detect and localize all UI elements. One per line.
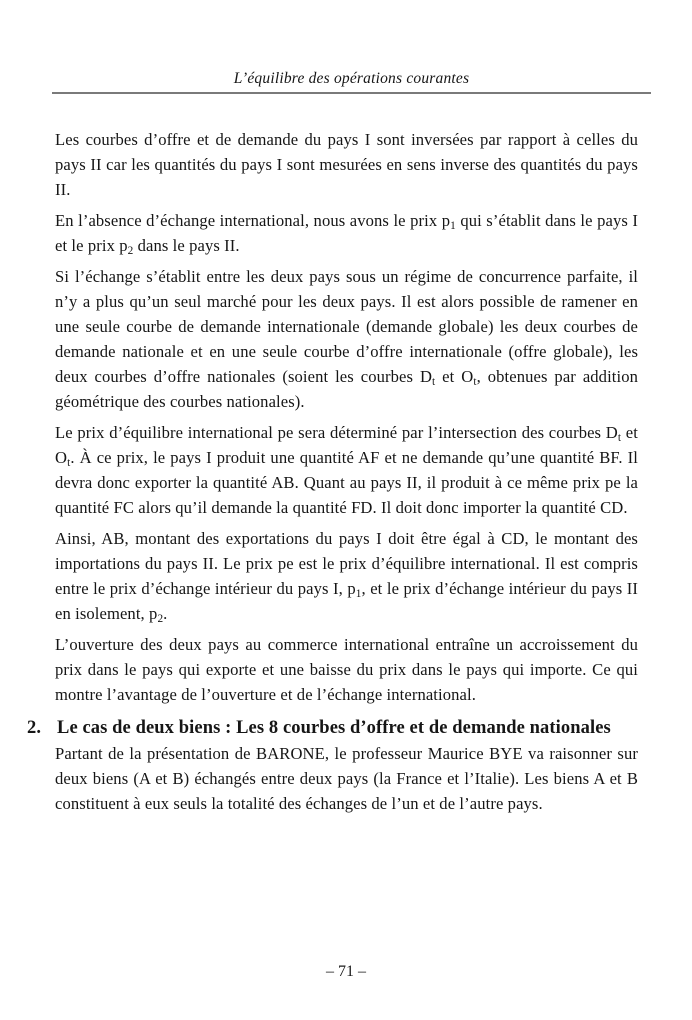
section-paragraph: Partant de la présentation de BARONE, le professeur Maurice BYE va raisonner sur deux biens (A et B) échangés entre deux pays (la France et l’Italie). Les biens A et B constituent à eux seuls la totalité des échanges de l’un et de l’autre pays.	[55, 744, 638, 813]
paragraph-1: Les courbes d’offre et de demande du pays I sont inversées par rapport à celles du pays II car les quantités du pays I sont mesurées en sens inverse des quantités du pays II.	[55, 130, 638, 199]
section-number: 2.	[27, 718, 42, 738]
header-rule	[52, 92, 651, 94]
paragraph-6: L’ouverture des deux pays au commerce international entraîne un accroissement du prix dans le pays qui exporte et une baisse du prix dans le pays qui importe. Ce qui montre l’avantage de l’ouverture et de l’échange international.	[55, 635, 638, 704]
running-head-title: L’équilibre des opérations courantes	[233, 70, 470, 87]
section-2	[27, 715, 638, 816]
page-header	[52, 69, 651, 94]
paragraph-5: Ainsi, AB, montant des exportations du pays I doit être égal à CD, le montant des importations du pays II. Le prix pe est le prix d’équilibre international. Il est compris entre le prix d’échange intérieur du pays I, $p_1$, et le prix d’échange intérieur du pays II en isolement, $p_2$.	[55, 529, 638, 626]
paragraph-3: Si l’échange s’établit entre les deux pays sous un régime de concurrence parfaite, il n’y a plus qu’un seul marché pour les deux pays. Il est alors possible de ramener en une seule courbe de demande internationale (demande globale) les deux courbes de demande nationale et en une seule courbe d’offre internationale (offre globale), les deux courbes d’offre nationales (soient les courbes $D_t$ et $O_t$, obtenues par addition géométrique des courbes nationales).	[55, 267, 639, 411]
section-title: Le cas de deux biens : Les 8 courbes d’offre et de demande nationales	[57, 718, 611, 738]
section-heading	[27, 715, 638, 741]
paragraph-4: Le prix d’équilibre international pe sera déterminé par l’intersection des courbes $D_t$ et $O_t$. À ce prix, le pays I produit une quantité AF et ne demande qu’une quantité BF. Il devra donc exporter la quantité AB. Quant au pays II, il produit à ce même prix pe la quantité FC alors qu’il demande la quantité FD. Il doit donc importer la quantité CD.	[55, 423, 638, 517]
page-body	[27, 127, 639, 816]
paragraph-2: En l’absence d’échange international, nous avons le prix $p_1$ qui s’établit dans le pays I et le prix $p_2$ dans le pays II.	[55, 211, 638, 258]
page-number: – 71 –	[326, 963, 366, 980]
page-footer	[0, 961, 692, 983]
